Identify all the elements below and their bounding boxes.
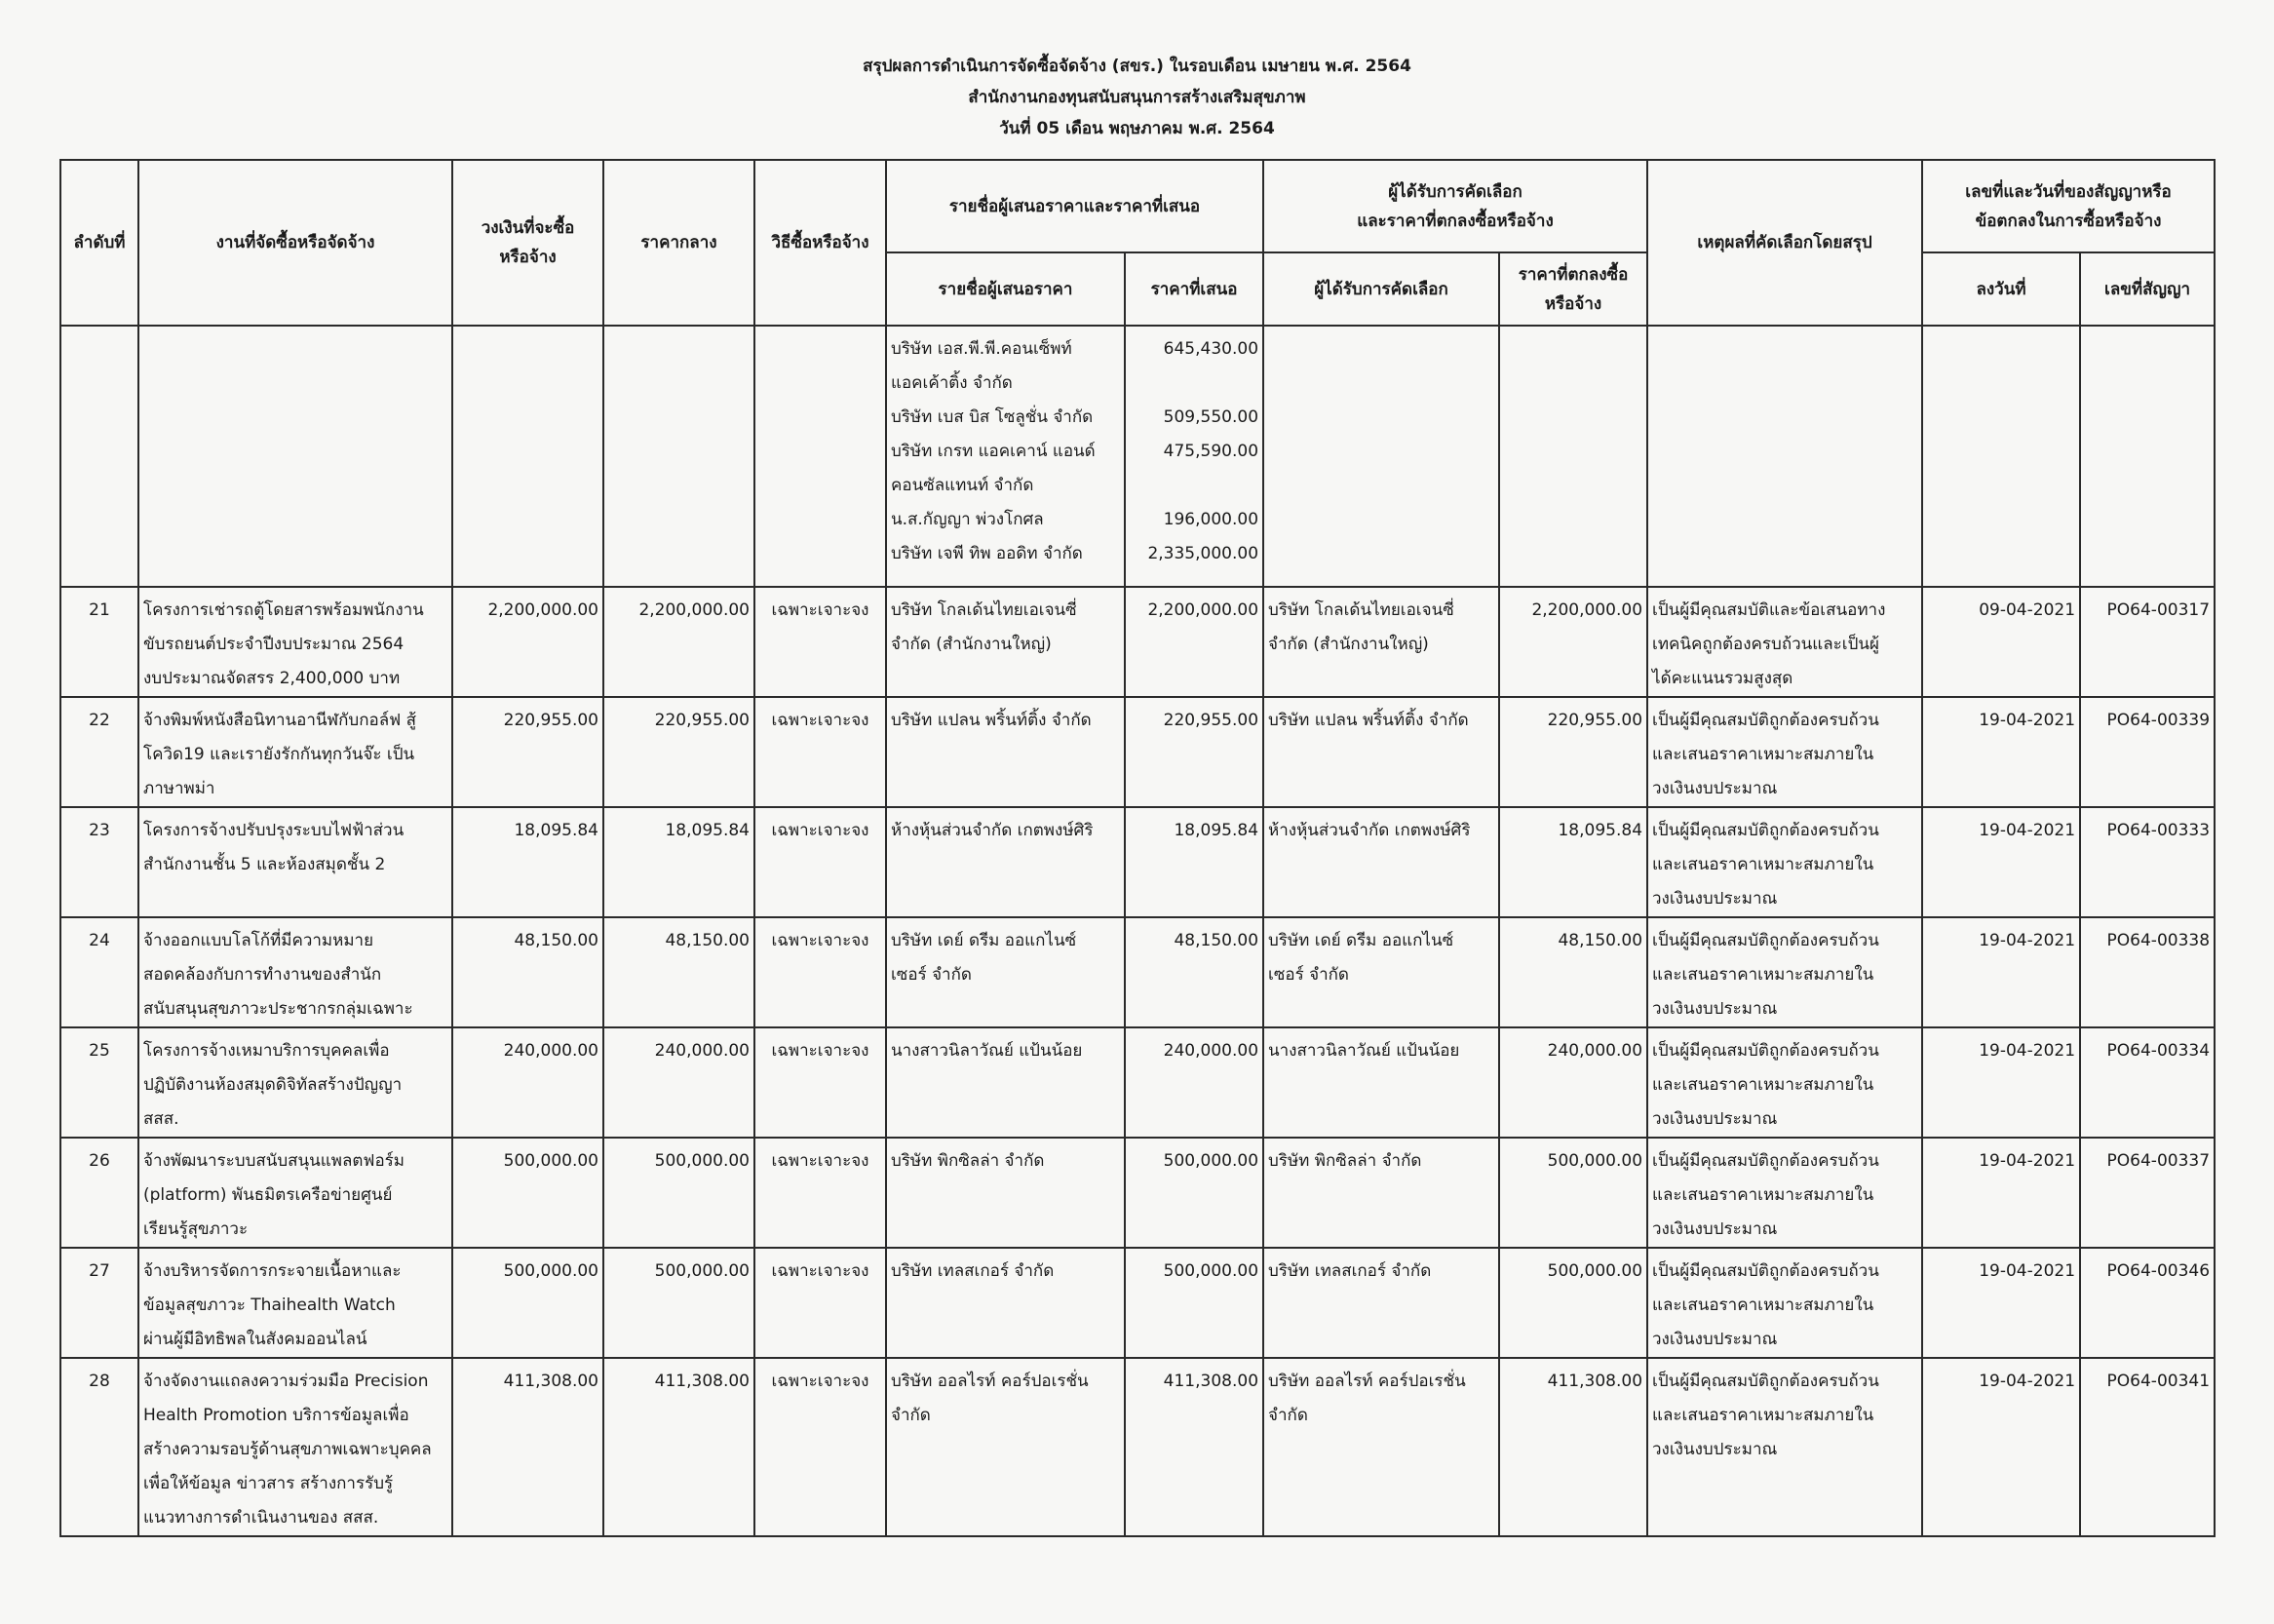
col-header-median: ราคากลาง <box>603 160 754 326</box>
winner-name <box>1263 807 1499 917</box>
winner-name-line: บริษัท ออลไรท์ คอร์ปอเรชั่น <box>1268 1372 1466 1391</box>
work-description <box>138 1358 452 1536</box>
median-price: 500,000.00 <box>603 1138 754 1248</box>
selection-reason-line: เป็นผู้มีคุณสมบัติและข้อเสนอทาง <box>1652 600 1886 620</box>
bidder-name <box>886 1358 1125 1536</box>
winner-name <box>1263 917 1499 1027</box>
procurement-method: เฉพาะเจาะจง <box>754 1358 886 1536</box>
selection-reason-line: วงเงินงบประมาณ <box>1652 779 1778 798</box>
bidder-name-line: เซอร์ จำกัด <box>891 965 972 985</box>
winner-name-line: นางสาวนิลาวัณย์ แป้นน้อย <box>1268 1041 1460 1061</box>
agreed-price: 500,000.00 <box>1499 1248 1647 1358</box>
bid-price: 411,308.00 <box>1125 1358 1263 1536</box>
winner-name <box>1263 587 1499 697</box>
work-description-line: Health Promotion บริการข้อมูลเพื่อ <box>143 1406 409 1425</box>
bid-price-spacer <box>1130 367 1258 401</box>
median-price: 411,308.00 <box>603 1358 754 1536</box>
contract-date: 19-04-2021 <box>1922 1358 2080 1536</box>
work-description-line: สสส. <box>143 1109 179 1129</box>
work-description-line: แนวทางการดำเนินงานของ สสส. <box>143 1508 379 1527</box>
median-price: 240,000.00 <box>603 1027 754 1138</box>
document-title: สรุปผลการดำเนินการจัดซื้อจัดจ้าง (สขร.) ในรอบเดือน เมษายน พ.ศ. 2564 <box>863 57 1411 76</box>
bidder-name-line: จำกัด (สำนักงานใหญ่) <box>891 635 1052 654</box>
bidder-name-line: คอนซัลแทนท์ จำกัด <box>891 476 1034 495</box>
bid-price: 500,000.00 <box>1125 1138 1263 1248</box>
selection-reason <box>1647 807 1922 917</box>
work-description-line: ขับรถยนต์ประจำปีงบประมาณ 2564 <box>143 635 405 654</box>
selection-reason <box>1647 587 1922 697</box>
work-description-line: สร้างความรอบรู้ด้านสุขภาพเฉพาะบุคคล <box>143 1440 432 1459</box>
cell-empty <box>452 326 603 587</box>
contract-number: PO64-00334 <box>2080 1027 2215 1138</box>
selection-reason-line: และเสนอราคาเหมาะสมภายใน <box>1652 745 1874 764</box>
bidder-name-line: บริษัท เบส บิส โซลูชั่น จำกัด <box>891 407 1094 427</box>
selection-reason-line: และเสนอราคาเหมาะสมภายใน <box>1652 1185 1874 1205</box>
organization-name: สำนักงานกองทุนสนับสนุนการสร้างเสริมสุขภาพ <box>968 88 1306 107</box>
bid-price-spacer <box>1130 469 1258 503</box>
work-description-line: จ้างบริหารจัดการกระจายเนื้อหาและ <box>143 1261 402 1281</box>
contract-number: PO64-00317 <box>2080 587 2215 697</box>
winner-name <box>1263 1027 1499 1138</box>
selection-reason-line: เป็นผู้มีคุณสมบัติถูกต้องครบถ้วน <box>1652 1261 1879 1281</box>
procurement-method: เฉพาะเจาะจง <box>754 697 886 807</box>
agreed-price: 411,308.00 <box>1499 1358 1647 1536</box>
bidder-name-line: ห้างหุ้นส่วนจำกัด เกตพงษ์ศิริ <box>891 821 1094 840</box>
bidder-name-line: บริษัท พิกซิลล่า จำกัด <box>891 1151 1045 1171</box>
bidder-name-line: บริษัท เกรท แอคเคาน์ แอนด์ <box>891 442 1096 461</box>
contract-number: PO64-00339 <box>2080 697 2215 807</box>
col-header-agreed-price <box>1499 252 1647 326</box>
table-row <box>60 697 2215 807</box>
bid-price: 48,150.00 <box>1125 917 1263 1027</box>
contract-number: PO64-00346 <box>2080 1248 2215 1358</box>
work-description-line: สำนักงานชั้น 5 และห้องสมุดชั้น 2 <box>143 855 386 874</box>
bidder-name-line: นางสาวนิลาวัณย์ แป้นน้อย <box>891 1041 1083 1061</box>
bidder-name <box>886 697 1125 807</box>
contract-date: 19-04-2021 <box>1922 1248 2080 1358</box>
table-row <box>60 807 2215 917</box>
budget-amount: 411,308.00 <box>452 1358 603 1536</box>
contract-date: 09-04-2021 <box>1922 587 2080 697</box>
median-price: 18,095.84 <box>603 807 754 917</box>
work-description <box>138 697 452 807</box>
bidder-name <box>886 917 1125 1027</box>
bidder-name <box>886 807 1125 917</box>
col-header-method: วิธีซื้อหรือจ้าง <box>754 160 886 326</box>
contract-date: 19-04-2021 <box>1922 807 2080 917</box>
bid-price: 2,335,000.00 <box>1147 544 1259 563</box>
row-number: 26 <box>60 1138 138 1248</box>
median-price: 2,200,000.00 <box>603 587 754 697</box>
cell-empty <box>2080 326 2215 587</box>
table-row <box>60 917 2215 1027</box>
bid-price: 18,095.84 <box>1125 807 1263 917</box>
procurement-method: เฉพาะเจาะจง <box>754 1027 886 1138</box>
continuation-row <box>60 326 2215 587</box>
table-body <box>60 326 2215 1536</box>
col-header-bid-price: ราคาที่เสนอ <box>1125 252 1263 326</box>
table-header <box>60 160 2215 326</box>
work-description-line: จ้างพิมพ์หนังสือนิทานอานีฬกับกอล์ฟ สู้ <box>143 711 416 730</box>
winner-name-line: บริษัท พิกซิลล่า จำกัด <box>1268 1151 1422 1171</box>
bidder-name <box>886 1248 1125 1358</box>
table-row <box>60 587 2215 697</box>
work-description-line: งบประมาณจัดสรร 2,400,000 บาท <box>143 669 401 688</box>
procurement-method: เฉพาะเจาะจง <box>754 587 886 697</box>
work-description-line: โครงการจ้างปรับปรุงระบบไฟฟ้าส่วน <box>143 821 405 840</box>
bidder-name-line: น.ส.กัญญา พ่วงโกศล <box>891 510 1044 529</box>
bidder-name <box>886 587 1125 697</box>
bid-price: 475,590.00 <box>1163 442 1259 461</box>
cell-empty <box>1647 326 1922 587</box>
selection-reason-line: เป็นผู้มีคุณสมบัติถูกต้องครบถ้วน <box>1652 1372 1879 1391</box>
bidder-name-line: จำกัด <box>891 1406 931 1425</box>
bidder-name-line: บริษัท เทลสเกอร์ จำกัด <box>891 1261 1055 1281</box>
bidder-name-line: แอคเค้าติ้ง จำกัด <box>891 373 1013 393</box>
selection-reason <box>1647 917 1922 1027</box>
table-row <box>60 1358 2215 1536</box>
work-description-line: โครงการเช่ารถตู้โดยสารพร้อมพนักงาน <box>143 600 424 620</box>
procurement-method: เฉพาะเจาะจง <box>754 1248 886 1358</box>
cell-empty <box>60 326 138 587</box>
work-description-line: จ้างออกแบบโลโก้ที่มีความหมาย <box>143 931 374 950</box>
cell-empty <box>1263 326 1499 587</box>
winner-name-line: บริษัท โกลเด้นไทยเอเจนซี่ <box>1268 600 1454 620</box>
bid-price: 645,430.00 <box>1163 339 1259 359</box>
col-header-contract-group <box>1922 160 2215 252</box>
work-description-line: ผ่านผู้มีอิทธิพลในสังคมออนไลน์ <box>143 1330 367 1349</box>
contract-number: PO64-00337 <box>2080 1138 2215 1248</box>
col-header-budget-line: วงเงินที่จะซื้อ <box>481 218 575 238</box>
work-description-line: โครงการจ้างเหมาบริการบุคคลเพื่อ <box>143 1041 390 1061</box>
budget-amount: 48,150.00 <box>452 917 603 1027</box>
procurement-method: เฉพาะเจาะจง <box>754 917 886 1027</box>
selection-reason-line: และเสนอราคาเหมาะสมภายใน <box>1652 1075 1874 1095</box>
cell-empty <box>603 326 754 587</box>
selection-reason-line: และเสนอราคาเหมาะสมภายใน <box>1652 1406 1874 1425</box>
work-description-line: โควิด19 และเรายังรักกันทุกวันจ๊ะ เป็น <box>143 745 415 764</box>
winner-name-line: บริษัท เดย์ ดรีม ออแกไนซ์ <box>1268 931 1454 950</box>
bid-price: 240,000.00 <box>1125 1027 1263 1138</box>
agreed-price: 220,955.00 <box>1499 697 1647 807</box>
budget-amount: 500,000.00 <box>452 1138 603 1248</box>
selection-reason-line: เป็นผู้มีคุณสมบัติถูกต้องครบถ้วน <box>1652 1151 1879 1171</box>
col-header-contract-line: ข้อตกลงในการซื้อหรือจ้าง <box>1975 211 2162 231</box>
winner-name-line: เซอร์ จำกัด <box>1268 965 1349 985</box>
contract-number: PO64-00333 <box>2080 807 2215 917</box>
selection-reason-line: วงเงินงบประมาณ <box>1652 1109 1778 1129</box>
bid-price: 220,955.00 <box>1125 697 1263 807</box>
bid-price: 196,000.00 <box>1163 510 1259 529</box>
contract-date: 19-04-2021 <box>1922 1027 2080 1138</box>
cell-empty <box>138 326 452 587</box>
budget-amount: 240,000.00 <box>452 1027 603 1138</box>
cell-empty <box>1499 326 1647 587</box>
selection-reason-line: วงเงินงบประมาณ <box>1652 1440 1778 1459</box>
work-description <box>138 807 452 917</box>
procurement-method: เฉพาะเจาะจง <box>754 807 886 917</box>
work-description <box>138 1248 452 1358</box>
bid-price: 509,550.00 <box>1163 407 1259 427</box>
median-price: 500,000.00 <box>603 1248 754 1358</box>
winner-name-line: ห้างหุ้นส่วนจำกัด เกตพงษ์ศิริ <box>1268 821 1471 840</box>
agreed-price: 240,000.00 <box>1499 1027 1647 1138</box>
selection-reason-line: วงเงินงบประมาณ <box>1652 1219 1778 1239</box>
procurement-table <box>59 159 2216 1537</box>
row-number: 27 <box>60 1248 138 1358</box>
document-date: วันที่ 05 เดือน พฤษภาคม พ.ศ. 2564 <box>999 119 1275 138</box>
row-number: 24 <box>60 917 138 1027</box>
procurement-method: เฉพาะเจาะจง <box>754 1138 886 1248</box>
col-header-no: ลำดับที่ <box>60 160 138 326</box>
col-header-agreed-line: ราคาที่ตกลงซื้อ <box>1518 264 1629 285</box>
col-header-winner-line: ผู้ได้รับการคัดเลือก <box>1388 181 1522 202</box>
agreed-price: 18,095.84 <box>1499 807 1647 917</box>
work-description-line: ปฏิบัติงานห้องสมุดดิจิทัลสร้างปัญญา <box>143 1075 403 1095</box>
contract-date: 19-04-2021 <box>1922 917 2080 1027</box>
median-price: 220,955.00 <box>603 697 754 807</box>
selection-reason-line: วงเงินงบประมาณ <box>1652 999 1778 1019</box>
work-description-line: จ้างพัฒนาระบบสนับสนุนแพลตฟอร์ม <box>143 1151 405 1171</box>
cell-empty <box>1922 326 2080 587</box>
col-header-agreed-line: หรือจ้าง <box>1544 293 1602 314</box>
col-header-winner-line: และราคาที่ตกลงซื้อหรือจ้าง <box>1357 211 1554 231</box>
selection-reason-line: เป็นผู้มีคุณสมบัติถูกต้องครบถ้วน <box>1652 931 1879 950</box>
row-number: 22 <box>60 697 138 807</box>
col-header-winner-name: ผู้ได้รับการคัดเลือก <box>1263 252 1499 326</box>
work-description-line: (platform) พันธมิตรเครือข่ายศูนย์ <box>143 1185 393 1205</box>
median-price: 48,150.00 <box>603 917 754 1027</box>
selection-reason <box>1647 697 1922 807</box>
work-description <box>138 587 452 697</box>
bidder-name <box>886 1138 1125 1248</box>
selection-reason-line: เทคนิคถูกต้องครบถ้วนและเป็นผู้ <box>1652 635 1879 654</box>
document-header <box>0 51 2274 144</box>
selection-reason <box>1647 1138 1922 1248</box>
selection-reason-line: ได้คะแนนรวมสูงสุด <box>1652 669 1793 688</box>
cell-empty <box>754 326 886 587</box>
bidder-name-line: บริษัท เอส.พี.พี.คอนเซ็พท์ <box>891 339 1072 359</box>
continuation-bidder-names <box>886 326 1125 587</box>
winner-name-line: จำกัด <box>1268 1406 1308 1425</box>
agreed-price: 500,000.00 <box>1499 1138 1647 1248</box>
selection-reason-line: เป็นผู้มีคุณสมบัติถูกต้องครบถ้วน <box>1652 1041 1879 1061</box>
bidder-name-line: บริษัท แปลน พริ้นท์ติ้ง จำกัด <box>891 711 1092 730</box>
selection-reason <box>1647 1248 1922 1358</box>
col-header-winner-group <box>1263 160 1647 252</box>
row-number: 21 <box>60 587 138 697</box>
budget-amount: 220,955.00 <box>452 697 603 807</box>
contract-date: 19-04-2021 <box>1922 697 2080 807</box>
col-header-budget <box>452 160 603 326</box>
work-description <box>138 1138 452 1248</box>
winner-name <box>1263 1358 1499 1536</box>
col-header-reason: เหตุผลที่คัดเลือกโดยสรุป <box>1647 160 1922 326</box>
work-description-line: ข้อมูลสุขภาวะ Thaihealth Watch <box>143 1295 396 1315</box>
contract-number: PO64-00338 <box>2080 917 2215 1027</box>
agreed-price: 48,150.00 <box>1499 917 1647 1027</box>
selection-reason-line: วงเงินงบประมาณ <box>1652 1330 1778 1349</box>
winner-name-line: จำกัด (สำนักงานใหญ่) <box>1268 635 1429 654</box>
budget-amount: 2,200,000.00 <box>452 587 603 697</box>
bidder-name-line: บริษัท โกลเด้นไทยเอเจนซี่ <box>891 600 1077 620</box>
bid-price: 500,000.00 <box>1125 1248 1263 1358</box>
work-description <box>138 1027 452 1138</box>
bid-price: 2,200,000.00 <box>1125 587 1263 697</box>
bidder-name-line: บริษัท เจพี ทิพ ออดิท จำกัด <box>891 544 1083 563</box>
col-header-contract-date: ลงวันที่ <box>1922 252 2080 326</box>
work-description-line: ภาษาพม่า <box>143 779 215 798</box>
selection-reason-line: เป็นผู้มีคุณสมบัติถูกต้องครบถ้วน <box>1652 821 1879 840</box>
col-header-budget-line: หรือจ้าง <box>499 248 557 267</box>
selection-reason <box>1647 1027 1922 1138</box>
selection-reason <box>1647 1358 1922 1536</box>
col-header-work: งานที่จัดซื้อหรือจัดจ้าง <box>138 160 452 326</box>
winner-name <box>1263 1138 1499 1248</box>
selection-reason-line: และเสนอราคาเหมาะสมภายใน <box>1652 1295 1874 1315</box>
selection-reason-line: เป็นผู้มีคุณสมบัติถูกต้องครบถ้วน <box>1652 711 1879 730</box>
col-header-bidder-name: รายชื่อผู้เสนอราคา <box>886 252 1125 326</box>
agreed-price: 2,200,000.00 <box>1499 587 1647 697</box>
work-description-line: เพื่อให้ข้อมูล ข่าวสาร สร้างการรับรู้ <box>143 1474 394 1493</box>
winner-name <box>1263 1248 1499 1358</box>
bidder-name-line: บริษัท เดย์ ดรีม ออแกไนซ์ <box>891 931 1077 950</box>
table-row <box>60 1138 2215 1248</box>
selection-reason-line: วงเงินงบประมาณ <box>1652 889 1778 909</box>
winner-name-line: บริษัท แปลน พริ้นท์ติ้ง จำกัด <box>1268 711 1469 730</box>
selection-reason-line: และเสนอราคาเหมาะสมภายใน <box>1652 965 1874 985</box>
bidder-name <box>886 1027 1125 1138</box>
budget-amount: 500,000.00 <box>452 1248 603 1358</box>
col-header-contract-no: เลขที่สัญญา <box>2080 252 2215 326</box>
procurement-table-container <box>59 159 2214 1537</box>
selection-reason-line: และเสนอราคาเหมาะสมภายใน <box>1652 855 1874 874</box>
winner-name <box>1263 697 1499 807</box>
work-description-line: จ้างจัดงานแถลงความร่วมมือ Precision <box>143 1372 429 1391</box>
bidder-name-line: บริษัท ออลไรท์ คอร์ปอเรชั่น <box>891 1372 1089 1391</box>
work-description <box>138 917 452 1027</box>
row-number: 23 <box>60 807 138 917</box>
contract-number: PO64-00341 <box>2080 1358 2215 1536</box>
row-number: 25 <box>60 1027 138 1138</box>
budget-amount: 18,095.84 <box>452 807 603 917</box>
contract-date: 19-04-2021 <box>1922 1138 2080 1248</box>
continuation-bid-prices <box>1125 326 1263 587</box>
work-description-line: สนับสนุนสุขภาวะประชากรกลุ่มเฉพาะ <box>143 999 413 1019</box>
work-description-line: สอดคล้องกับการทำงานของสำนัก <box>143 965 382 985</box>
col-header-bidders-group: รายชื่อผู้เสนอราคาและราคาที่เสนอ <box>886 160 1263 252</box>
row-number: 28 <box>60 1358 138 1536</box>
work-description-line: เรียนรู้สุขภาวะ <box>143 1219 249 1239</box>
col-header-contract-line: เลขที่และวันที่ของสัญญาหรือ <box>1965 181 2172 202</box>
table-row <box>60 1027 2215 1138</box>
winner-name-line: บริษัท เทลสเกอร์ จำกัด <box>1268 1261 1432 1281</box>
table-row <box>60 1248 2215 1358</box>
